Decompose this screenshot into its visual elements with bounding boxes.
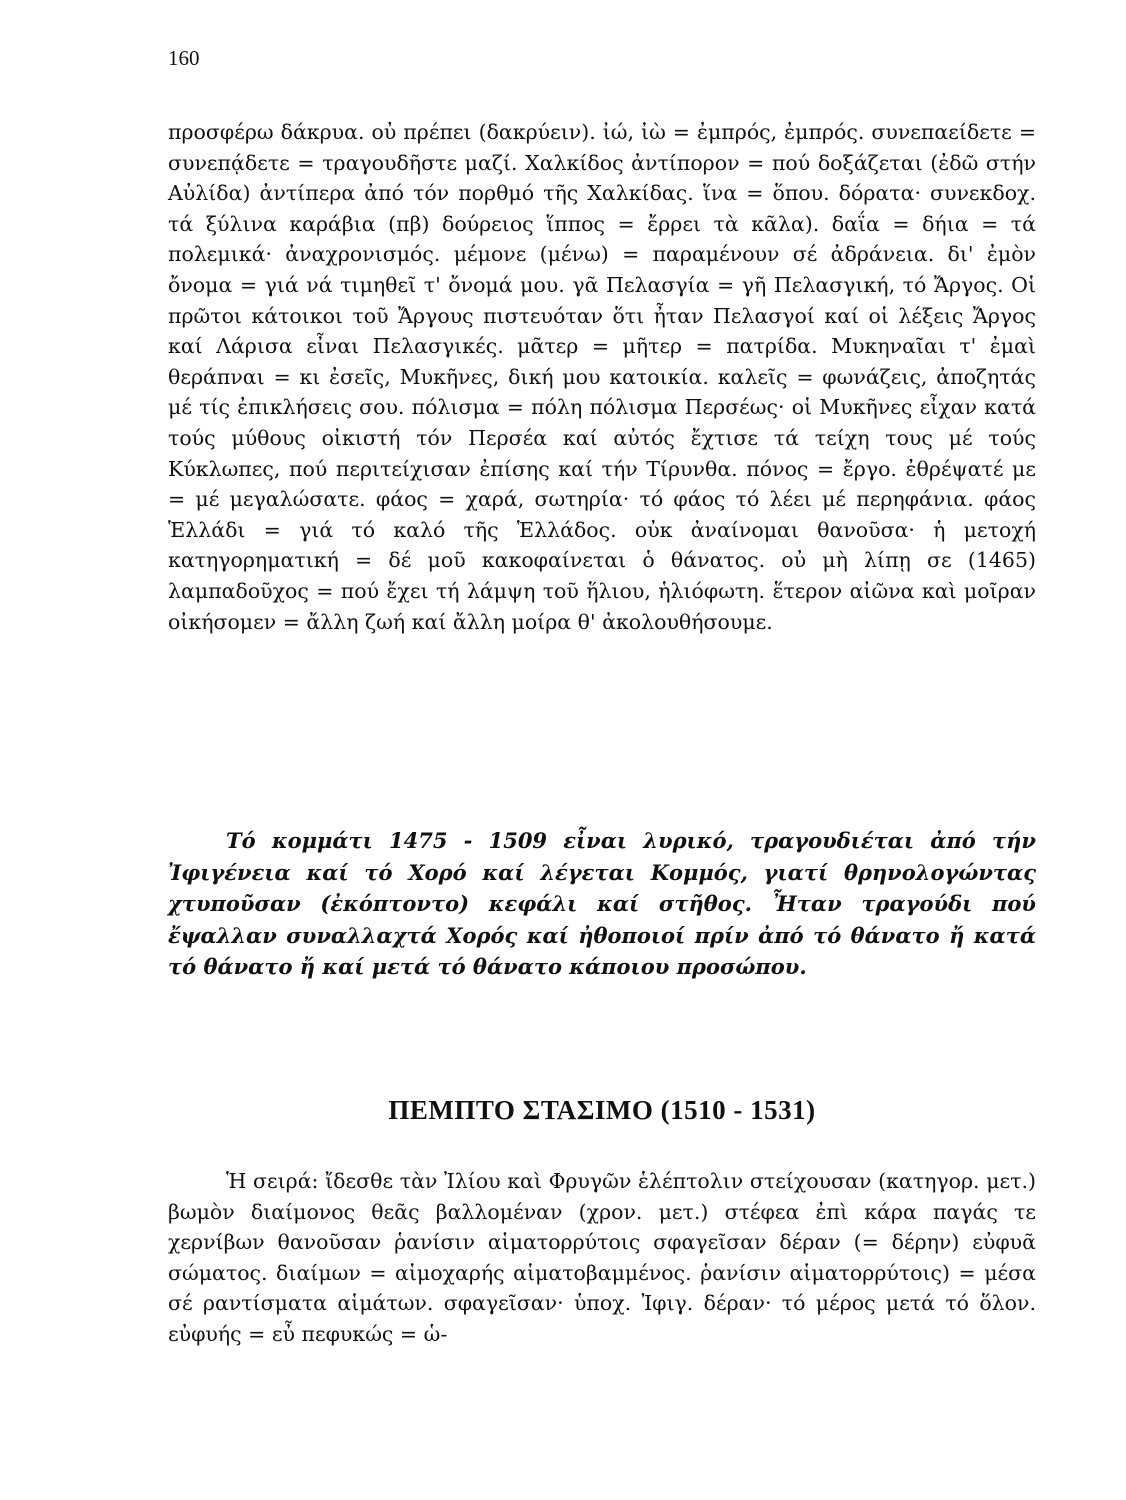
- section-heading: ΠΕΜΠΤΟ ΣΤΑΣΙΜΟ (1510 - 1531): [388, 1095, 816, 1125]
- word-order-paragraph: Ἡ σειρά: ἴδεσθε τὰν Ἰλίου καὶ Φρυγῶν ἑλέπτολιν στείχουσαν (κατηγορ. μετ.) βωμὸν διαίμονος θεᾶς βαλλομέναν (χρον. μετ.) στέφεα ἐπὶ κάρα παγάς τε χερνίβων θανοῦσαν ῥανίσιν αἱματορρύτοις σφαγεῖσαν δέραν (= δέρην) εὐφυᾶ σώματος. διαίμων = αἱμοχαρής αἱματοβαμμένος. ῥανίσιν αἱματορρύτοις) = μέσα σέ ραντίσματα αἱμάτων. σφαγεῖσαν· ὑποχ. Ἰφιγ. δέραν· τό μέρος μετά τό ὅλον. εὐφυής = εὖ πεφυκώς = ὡ-: [168, 1169, 1036, 1346]
- commentary-paragraph: προσφέρω δάκρυα. οὐ πρέπει (δακρύειν). ἰώ, ἰὼ = ἐμπρός, ἐμπρός. συνεπαείδετε = συνεπᾴδετε = τραγουδῆστε μαζί. Χαλκίδος ἀντίπορον = πού δοξάζεται (ἐδῶ στήν Αὐλίδα) ἀντίπερα ἀπό τόν πορθμό τῆς Χαλκίδας. ἵνα = ὅπου. δόρατα· συνεκδοχ. τά ξύλινα καράβια (πβ) δούρειος ἵππος = ἔρρει τὰ κᾶλα). δαΐα = δήια = τά πολεμικά· ἀναχρονισμός. μέμονε (μένω) = παραμένουν σέ ἀδράνεια. δι' ἐμὸν ὄνομα = γιά νά τιμηθεῖ τ' ὄνομά μου. γᾶ Πελασγία = γῆ Πελασγική, τό Ἄργος. Οἱ πρῶτοι κάτοικοι τοῦ Ἄργους πιστευόταν ὅτι ἦταν Πελασγοί καί οἱ λέξεις Ἄργος καί Λάρισα εἶναι Πελασγικές. μᾶτερ = μῆτερ = πατρίδα. Μυκηναῖαι τ' ἐμαὶ θεράπναι = κι ἐσεῖς, Μυκῆνες, δική μου κατοικία. καλεῖς = φωνάζεις, ἀποζητάς μέ τίς ἐπικλήσεις σου. πόλισμα = πόλη πόλισμα Περσέως· οἱ Μυκῆνες εἶχαν κατά τούς μύθους οἰκιστή τόν Περσέα καί αὐτός ἔχτισε τά τείχη τους μέ τούς Κύκλωπες, πού περιτείχισαν ἐπίσης καί τήν Τίρυνθα. πόνος = ἔργο. ἐθρέψατέ με = μέ μεγαλώσατε. φάος = χαρά, σωτηρία· τό φάος τό λέει μέ περηφάνια. φάος Ἑλλάδι = γιά τό καλό τῆς Ἑλλάδος. οὐκ ἀναίνομαι θανοῦσα· ἡ μετοχή κατηγορηματική = δέ μοῦ κακοφαίνεται ὁ θάνατος. οὐ μὴ λίπῃ σε (1465) λαμπαδοῦχος = πού ἔχει τή λάμψη τοῦ ἥλιου, ἡλιόφωτη. ἕτερον αἰῶνα καὶ μοῖραν οἰκήσομεν = ἄλλη ζωή καί ἄλλη μοίρα θ' ἀκολουθήσουμε.: [168, 120, 1036, 634]
- lyric-note-block: [168, 825, 1036, 983]
- lyric-note-paragraph: Τό κομμάτι 1475 - 1509 εἶναι λυρικό, τραγουδιέται ἀπό τήν Ἰφιγένεια καί τό Χορό καί λέγεται Κομμός, γιατί θρηνολογώντας χτυποῦσαν (ἐκόπτοντο) κεφάλι καί στῆθος. Ἦταν τραγούδι πού ἔψαλλαν συναλλαχτά Χορός καί ἠθοποιοί πρίν ἀπό τό θάνατο ἤ κατά τό θάνατο ἤ καί μετά τό θάνατο κάποιου προσώπου.: [168, 828, 1036, 979]
- word-order-block: [168, 1166, 1036, 1350]
- commentary-block: [168, 117, 1036, 637]
- page-number: 160: [168, 46, 200, 70]
